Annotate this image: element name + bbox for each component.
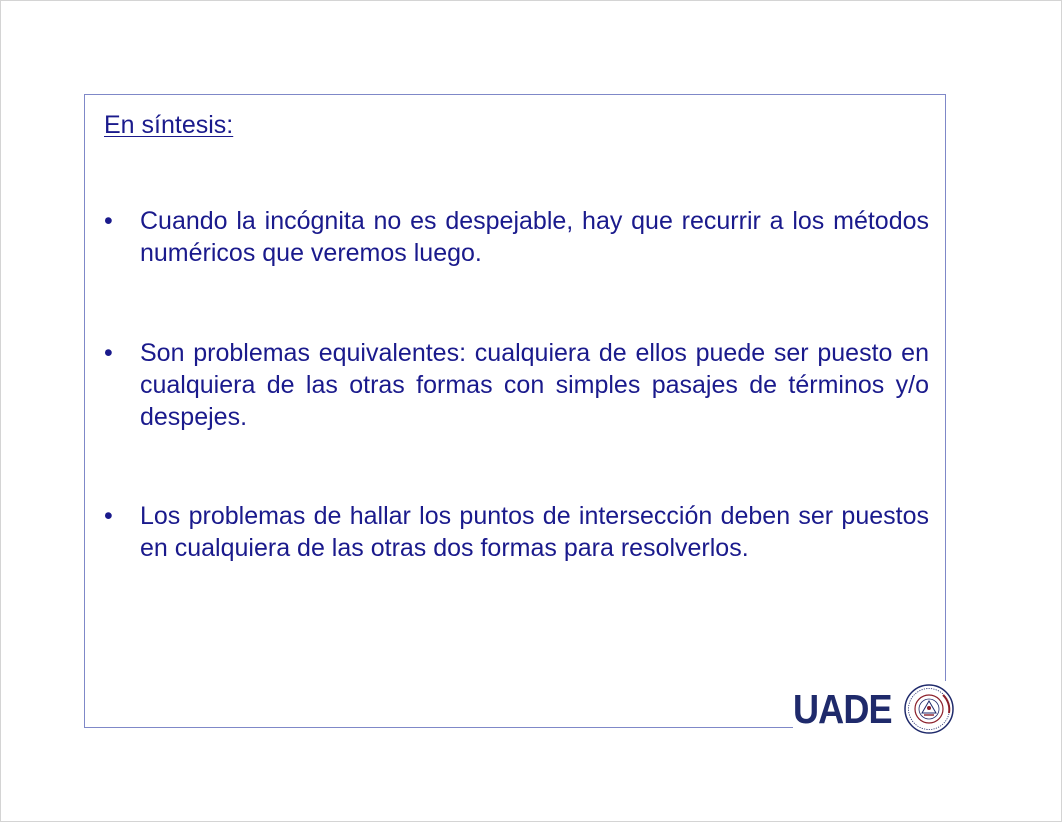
bullet-text: Cuando la incógnita no es despejable, hay que recurrir a los métodos numéricos que veremos luego.: [140, 207, 929, 267]
bullet-item: [104, 337, 929, 433]
bullet-dot-icon: •: [104, 502, 113, 530]
slide-title: En síntesis:: [104, 111, 234, 139]
bullet-text: Los problemas de hallar los puntos de intersección deben ser puestos en cualquiera de las otras dos formas para resolverlos.: [140, 502, 929, 562]
bullet-dot-icon: •: [104, 339, 113, 367]
bullet-item: [104, 205, 929, 269]
bullet-text: Son problemas equivalentes: cualquiera de ellos puede ser puesto en cualquiera de las otras formas con simples pasajes de términos y/o despejes.: [140, 339, 929, 431]
logo-wordmark: UADE: [793, 686, 892, 732]
slide-frame: [84, 94, 946, 728]
university-seal-icon: [903, 683, 955, 735]
uade-logo: [793, 681, 958, 739]
bullet-item: [104, 500, 929, 564]
bullet-dot-icon: •: [104, 207, 113, 235]
